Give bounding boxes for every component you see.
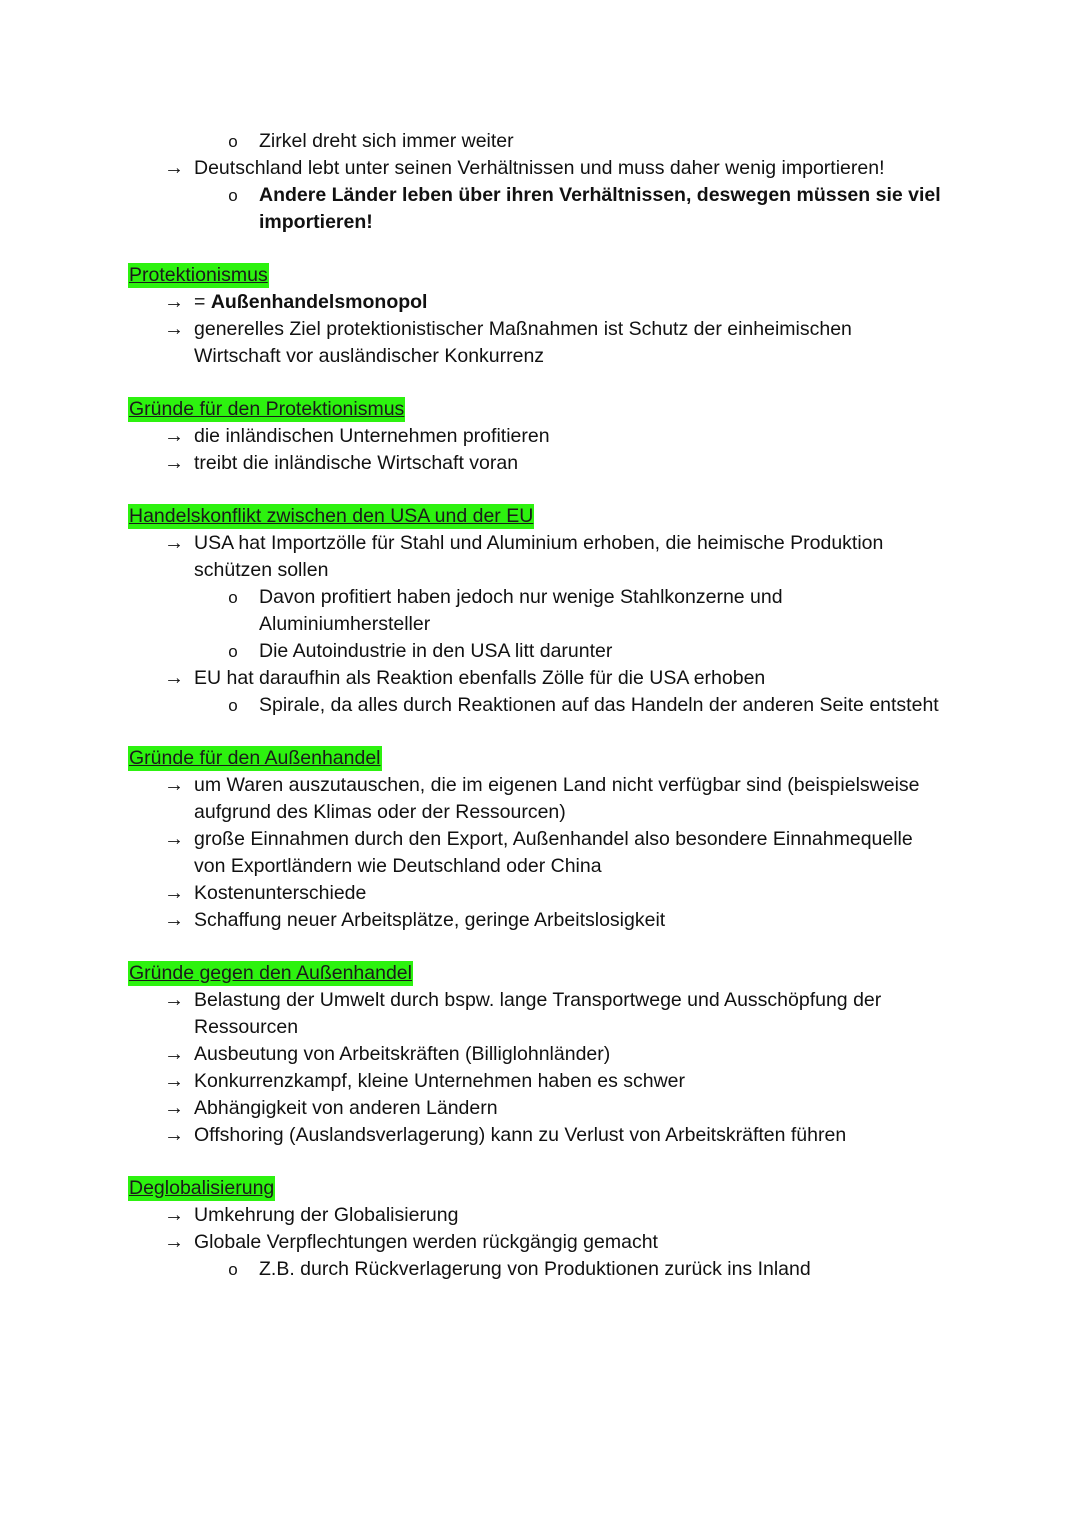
list-item-text: Konkurrenzkampf, kleine Unternehmen haben es schwer	[194, 1070, 686, 1092]
list-item	[0, 289, 1080, 316]
circle-bullet-icon: o	[228, 642, 238, 661]
list-item-text: Umkehrung der Globalisierung	[194, 1204, 459, 1226]
list-item-continuation	[0, 799, 1080, 826]
list-item	[0, 665, 1080, 692]
arrow-bullet-icon: →	[164, 1124, 184, 1146]
list-item	[0, 584, 1080, 611]
arrow-bullet-icon: →	[164, 318, 184, 340]
section-heading: Handelskonflikt zwischen den USA und der EU	[129, 505, 534, 527]
list-item-text: Kostenunterschiede	[194, 882, 367, 904]
list-item-text: USA hat Importzölle für Stahl und Aluminium erhoben, die heimische Produktion	[194, 532, 884, 554]
list-item-text: Ressourcen	[194, 1016, 299, 1038]
arrow-bullet-icon: →	[164, 157, 184, 179]
section-gap	[0, 934, 1080, 960]
section-gap	[0, 477, 1080, 503]
section-heading: Gründe gegen den Außenhandel	[129, 962, 412, 984]
list-item-continuation	[0, 209, 1080, 236]
list-item	[0, 316, 1080, 343]
list-item-text: Offshoring (Auslandsverlagerung) kann zu Verlust von Arbeitskräften führen	[194, 1124, 847, 1146]
section-gap	[0, 370, 1080, 396]
list-item-text: Die Autoindustrie in den USA litt darunter	[259, 640, 613, 662]
list-item	[0, 692, 1080, 719]
list-item	[0, 423, 1080, 450]
list-item-bold-text: Außenhandelsmonopol	[210, 291, 428, 313]
list-item-continuation	[0, 343, 1080, 370]
list-item-text: Zirkel dreht sich immer weiter	[259, 130, 514, 152]
list-item	[0, 907, 1080, 934]
list-item-continuation	[0, 611, 1080, 638]
section-heading: Gründe für den Außenhandel	[129, 747, 381, 769]
list-item-text: importieren!	[259, 211, 373, 233]
list-item-prefix: =	[194, 291, 211, 313]
arrow-bullet-icon: →	[164, 532, 184, 554]
list-item	[0, 1041, 1080, 1068]
list-item	[0, 1229, 1080, 1256]
circle-bullet-icon: o	[228, 186, 238, 205]
arrow-bullet-icon: →	[164, 425, 184, 447]
list-item	[0, 155, 1080, 182]
circle-bullet-icon: o	[228, 696, 238, 715]
section-heading-line	[0, 396, 1080, 423]
list-item	[0, 1095, 1080, 1122]
list-item-text: große Einnahmen durch den Export, Außenhandel also besondere Einnahmequelle	[194, 828, 913, 850]
section-heading-line	[0, 262, 1080, 289]
list-item-text: Abhängigkeit von anderen Ländern	[194, 1097, 498, 1119]
list-item-text	[194, 289, 427, 316]
list-item-text: um Waren auszutauschen, die im eigenen Land nicht verfügbar sind (beispielsweise	[194, 774, 920, 796]
circle-bullet-icon: o	[228, 588, 238, 607]
arrow-bullet-icon: →	[164, 1204, 184, 1226]
list-item-text: Z.B. durch Rückverlagerung von Produktionen zurück ins Inland	[259, 1258, 811, 1280]
arrow-bullet-icon: →	[164, 1043, 184, 1065]
arrow-bullet-icon: →	[164, 882, 184, 904]
section-heading-line	[0, 960, 1080, 987]
list-item-text: EU hat daraufhin als Reaktion ebenfalls Zölle für die USA erhoben	[194, 667, 766, 689]
section-heading: Deglobalisierung	[129, 1177, 275, 1199]
section-gap	[0, 1149, 1080, 1175]
list-item	[0, 987, 1080, 1014]
section-gap	[0, 236, 1080, 262]
arrow-bullet-icon: →	[164, 1231, 184, 1253]
list-item	[0, 880, 1080, 907]
list-item	[0, 530, 1080, 557]
list-item-text: die inländischen Unternehmen profitieren	[194, 425, 550, 447]
arrow-bullet-icon: →	[164, 667, 184, 689]
arrow-bullet-icon: →	[164, 1097, 184, 1119]
list-item	[0, 1068, 1080, 1095]
list-item	[0, 450, 1080, 477]
list-item-text: schützen sollen	[194, 559, 329, 581]
list-item-text: Schaffung neuer Arbeitsplätze, geringe Arbeitslosigkeit	[194, 909, 666, 931]
section-heading: Gründe für den Protektionismus	[129, 398, 405, 420]
list-item-text: Belastung der Umwelt durch bspw. lange Transportwege und Ausschöpfung der	[194, 989, 882, 1011]
list-item-text: Deutschland lebt unter seinen Verhältnissen und muss daher wenig importieren!	[194, 157, 885, 179]
list-item-continuation	[0, 1014, 1080, 1041]
list-item-continuation	[0, 557, 1080, 584]
list-item-text: Globale Verpflechtungen werden rückgängig gemacht	[194, 1231, 658, 1253]
list-item	[0, 1256, 1080, 1283]
section-gap	[0, 719, 1080, 745]
arrow-bullet-icon: →	[164, 1070, 184, 1092]
list-item-text: Andere Länder leben über ihren Verhältnissen, deswegen müssen sie viel	[259, 184, 941, 206]
list-item	[0, 826, 1080, 853]
arrow-bullet-icon: →	[164, 291, 184, 313]
section-heading: Protektionismus	[129, 264, 268, 286]
list-item-text: Aluminiumhersteller	[259, 613, 431, 635]
section-heading-line	[0, 503, 1080, 530]
list-item	[0, 128, 1080, 155]
list-item	[0, 182, 1080, 209]
list-item-text: Spirale, da alles durch Reaktionen auf das Handeln der anderen Seite entsteht	[259, 694, 939, 716]
arrow-bullet-icon: →	[164, 828, 184, 850]
arrow-bullet-icon: →	[164, 774, 184, 796]
list-item	[0, 1202, 1080, 1229]
section-heading-line	[0, 1175, 1080, 1202]
arrow-bullet-icon: →	[164, 909, 184, 931]
circle-bullet-icon: o	[228, 132, 238, 151]
list-item	[0, 1122, 1080, 1149]
document-body	[0, 128, 1080, 1283]
list-item-text: aufgrund des Klimas oder der Ressourcen)	[194, 801, 566, 823]
arrow-bullet-icon: →	[164, 989, 184, 1011]
list-item-text: von Exportländern wie Deutschland oder China	[194, 855, 602, 877]
list-item-text: Wirtschaft vor ausländischer Konkurrenz	[194, 345, 545, 367]
list-item-text: Davon profitiert haben jedoch nur wenige Stahlkonzerne und	[259, 586, 783, 608]
section-heading-line	[0, 745, 1080, 772]
list-item-text: Ausbeutung von Arbeitskräften (Billiglohnländer)	[194, 1043, 611, 1065]
circle-bullet-icon: o	[228, 1260, 238, 1279]
list-item	[0, 638, 1080, 665]
list-item-continuation	[0, 853, 1080, 880]
list-item-text: generelles Ziel protektionistischer Maßnahmen ist Schutz der einheimischen	[194, 318, 852, 340]
list-item	[0, 772, 1080, 799]
arrow-bullet-icon: →	[164, 452, 184, 474]
list-item-text: treibt die inländische Wirtschaft voran	[194, 452, 519, 474]
